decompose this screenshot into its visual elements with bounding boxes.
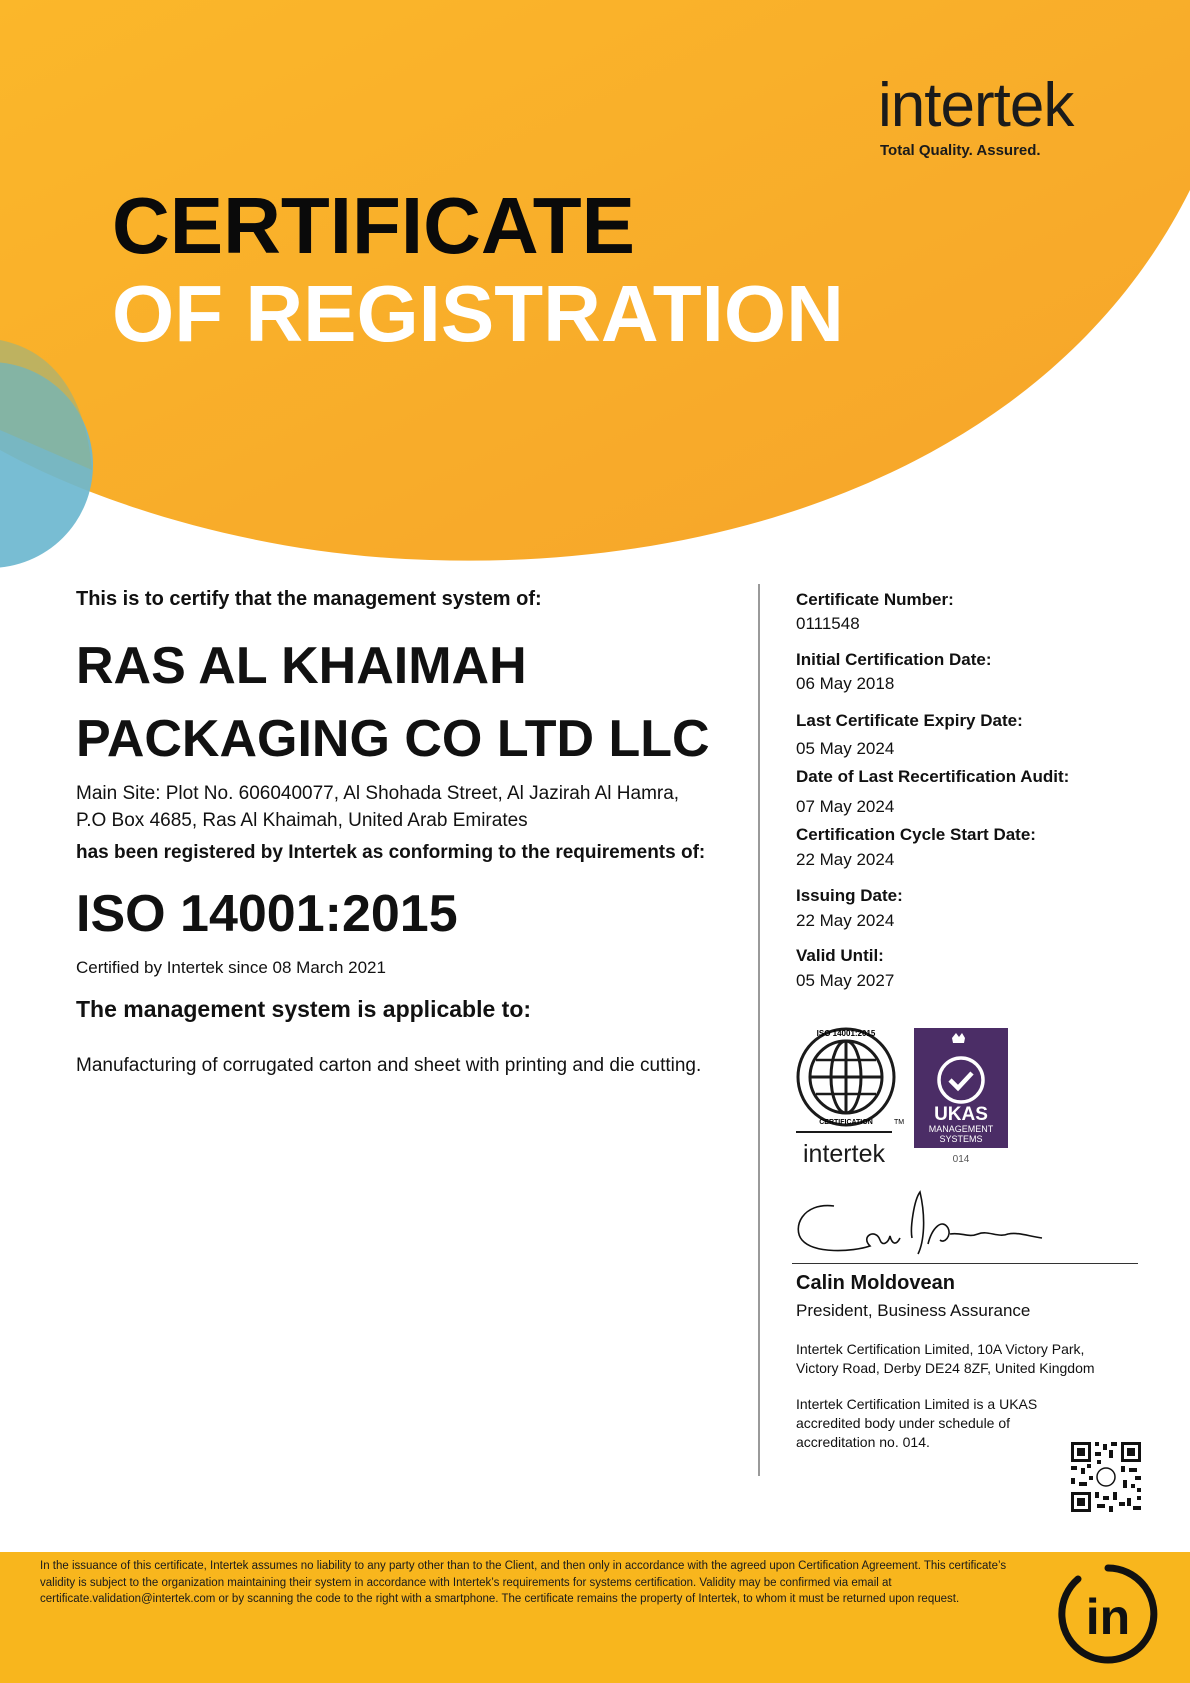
address-line2: P.O Box 4685, Ras Al Khaimah, United Arab Emirates bbox=[76, 810, 528, 831]
ukas-mark bbox=[914, 1028, 1008, 1165]
signatory-title: President, Business Assurance bbox=[796, 1301, 1031, 1320]
ukas-line1: MANAGEMENT bbox=[928, 1124, 994, 1134]
issuing-date-value: 22 May 2024 bbox=[796, 911, 895, 930]
logo-tagline: Total Quality. Assured. bbox=[880, 142, 1041, 159]
last-expiry-value: 05 May 2024 bbox=[796, 739, 895, 758]
last-recertification-label: Date of Last Recertification Audit: bbox=[796, 767, 1070, 786]
address-line1: Main Site: Plot No. 606040077, Al Shohada Street, Al Jazirah Al Hamra, bbox=[76, 783, 680, 804]
issuer-address: Intertek Certification Limited, 10A Victory Park, Victory Road, Derby DE24 8ZF, United Kingdom bbox=[796, 1341, 1095, 1376]
title-certificate: CERTIFICATE bbox=[112, 181, 635, 270]
qr-code[interactable] bbox=[1069, 1440, 1143, 1514]
company-name bbox=[76, 630, 726, 776]
ukas-title: UKAS bbox=[934, 1104, 988, 1125]
last-recertification-value: 07 May 2024 bbox=[796, 797, 895, 816]
ukas-number: 014 bbox=[952, 1154, 970, 1165]
cycle-start-label: Certification Cycle Start Date: bbox=[796, 825, 1036, 844]
certification-marks bbox=[792, 1022, 1022, 1167]
intertek-mark-word: intertek bbox=[803, 1140, 885, 1167]
company-name-line2: PACKAGING CO LTD LLC bbox=[76, 710, 710, 768]
intertek-in-badge bbox=[1056, 1562, 1160, 1666]
footer-disclaimer: In the issuance of this certificate, Intertek assumes no liability to any party other than to the Client, and then only in accordance with the agreed upon Certification Agreement. This certificate’s validity is subject to the organization maintaining their system in accordance with Intertek’s requirements for systems certification. Validity may be confirmed via email at certificate.validation@intertek.com or by scanning the code to the right with a smartphone. The certificate remains the property of Intertek, to whom it must be returned upon request. bbox=[40, 1560, 1007, 1605]
signature-line bbox=[792, 1263, 1138, 1264]
site-address bbox=[76, 780, 726, 834]
certify-statement: This is to certify that the management system of: bbox=[76, 588, 542, 610]
last-expiry-label: Last Certificate Expiry Date: bbox=[796, 711, 1023, 730]
iso-ring-text: ISO 14001:2015 bbox=[816, 1029, 876, 1038]
initial-certification-label: Initial Certification Date: bbox=[796, 650, 992, 669]
standard-name: ISO 14001:2015 bbox=[76, 885, 458, 943]
registered-statement: has been registered by Intertek as conforming to the requirements of: bbox=[76, 842, 706, 863]
scope-text: Manufacturing of corrugated carton and sheet with printing and die cutting. bbox=[76, 1055, 702, 1076]
in-badge-text: in bbox=[1085, 1589, 1131, 1645]
valid-until-value: 05 May 2027 bbox=[796, 971, 895, 990]
cycle-start-value: 22 May 2024 bbox=[796, 850, 895, 869]
iso-bottom-text: CERTIFICATION bbox=[819, 1119, 873, 1126]
iso-certification-mark bbox=[796, 1029, 904, 1167]
accreditation-statement: Intertek Certification Limited is a UKAS accredited body under schedule of accreditation no. 014. bbox=[796, 1396, 1038, 1450]
certificate-number-value: 0111548 bbox=[796, 614, 860, 633]
trademark-text: TM bbox=[894, 1119, 905, 1126]
intertek-logo: intertek bbox=[878, 71, 1074, 140]
signatory-name: Calin Moldovean bbox=[796, 1272, 955, 1294]
column-divider bbox=[758, 584, 760, 1476]
certified-since: Certified by Intertek since 08 March 2021 bbox=[76, 958, 386, 977]
signature-image bbox=[792, 1188, 1052, 1263]
valid-until-label: Valid Until: bbox=[796, 946, 884, 965]
certificate-number-label: Certificate Number: bbox=[796, 590, 954, 609]
issuing-date-label: Issuing Date: bbox=[796, 886, 903, 905]
scope-heading: The management system is applicable to: bbox=[76, 996, 532, 1022]
title-of-registration: OF REGISTRATION bbox=[112, 269, 844, 358]
ukas-line2: SYSTEMS bbox=[939, 1134, 983, 1144]
company-name-line1: RAS AL KHAIMAH bbox=[76, 637, 527, 695]
initial-certification-value: 06 May 2018 bbox=[796, 674, 895, 693]
